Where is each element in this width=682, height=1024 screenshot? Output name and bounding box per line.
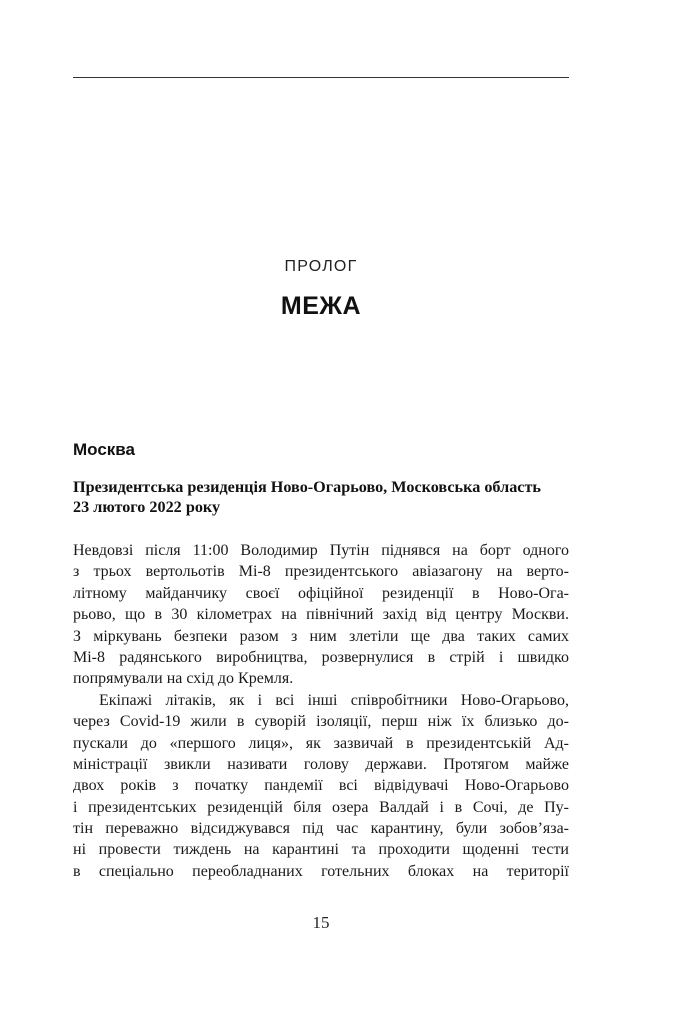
paragraph-1-line: рьово, що в 30 кілометрах на північний захід від центру Москви. xyxy=(73,606,569,624)
paragraph-2-line: міністрації звикли називати голову держави. Протягом майже xyxy=(73,755,569,773)
paragraph-1-line: літному майданчику своєї офіційної резиденції в Ново-Ога- xyxy=(73,584,569,602)
paragraph-2-line: в спеціально переобладнаних готельних блоках на території xyxy=(73,862,569,880)
dateline xyxy=(73,477,569,517)
paragraph-1 xyxy=(73,540,569,690)
prolog-label: ПРОЛОГ xyxy=(284,258,358,275)
paragraph-1-line: З міркувань безпеки разом з ним злетіли ще два таких самих xyxy=(73,627,569,645)
paragraph-2-line: через Covid-19 жили в суворій ізоляції, перш ніж їх близько до- xyxy=(73,713,569,731)
paragraph-1-line: Мі-8 радянського виробництва, розвернулися в стрій і швидко xyxy=(73,648,569,666)
body-text xyxy=(73,540,569,882)
paragraph-1-line: з трьох вертольотів Мі-8 президентського авіазагону на верто- xyxy=(73,563,569,581)
paragraph-1-line: Невдовзі після 11:00 Володимир Путін піднявся на борт одного xyxy=(73,542,569,559)
paragraph-2-line: і президентських резиденцій біля озера Валдай і в Сочі, де Пу- xyxy=(73,798,569,816)
section-place-heading: Москва xyxy=(73,440,135,459)
top-rule xyxy=(73,77,569,78)
dateline-location: Президентська резиденція Ново-Огарьово, Московська область xyxy=(73,478,541,496)
paragraph-2-line: двох років з початку пандемії всі відвідувачі Ново-Огарьово xyxy=(73,777,569,795)
dateline-date: 23 лютого 2022 року xyxy=(73,498,221,516)
chapter-title: МЕЖА xyxy=(280,292,362,320)
page-number: 15 xyxy=(312,913,330,932)
paragraph-2-line: пускали до «першого лиця», як зазвичай в президентській Ад- xyxy=(73,734,569,752)
paragraph-1-line: попрямували на схід до Кремля. xyxy=(73,670,294,688)
paragraph-2-line: тін переважно відсиджувався під час карантину, були зобов’яза- xyxy=(73,820,569,838)
paragraph-2-line: Екіпажі літаків, як і всі інші співробітники Ново-Огарьово, xyxy=(99,691,569,709)
paragraph-2-line: ні провести тиждень на карантині та проходити щоденні тести xyxy=(73,841,569,859)
paragraph-2 xyxy=(73,690,569,883)
